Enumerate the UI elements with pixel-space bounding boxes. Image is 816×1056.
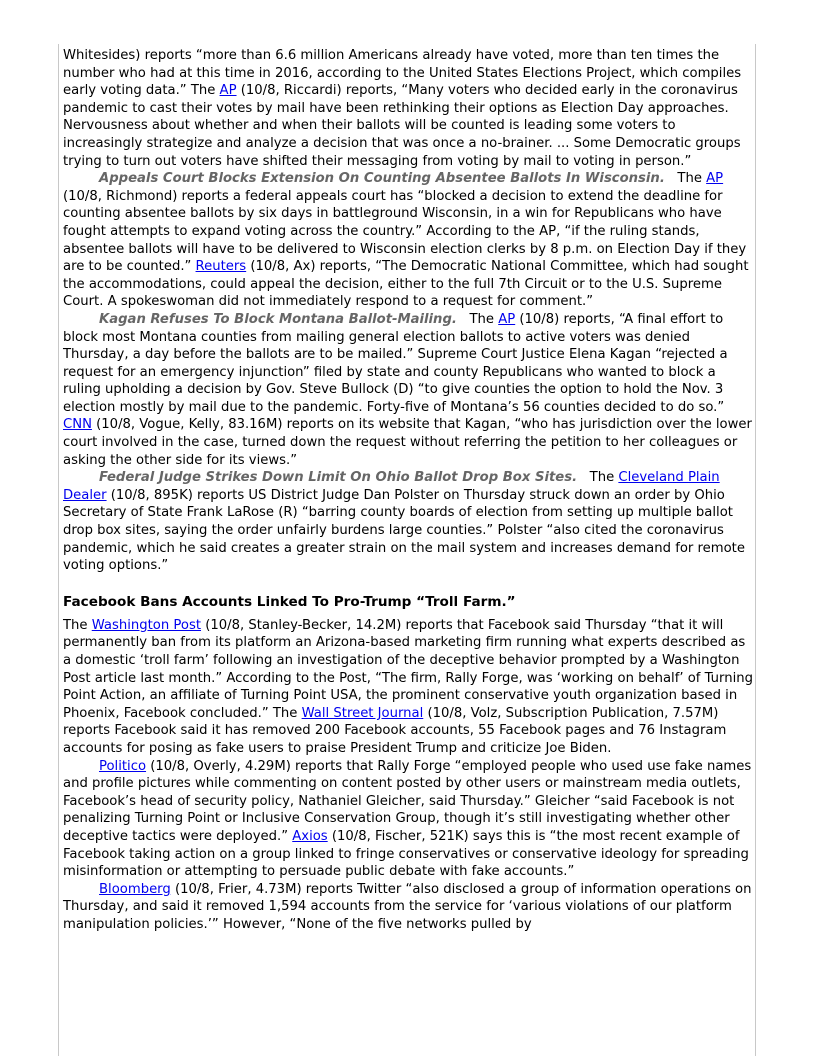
text: (10/8, Stanley-Becker, 14.2M) reports that Facebook said Thursday “that it will permanently ban from its platform an Arizona-based marketing firm running what experts described as a domestic ‘troll farm’ following an investigation of the deceptive behavior prompted by a Washington Post article last month.” According to the Post, “The firm, Rally Forge, was ‘working on behalf’ of Turning Point Action, an affiliate of Turning Point USA, the prominent conservative youth organization based in Phoenix, Facebook concluded.” The bbox=[63, 617, 753, 721]
text: (10/8, Vogue, Kelly, 83.16M) reports on its website that Kagan, “who has jurisdiction over the lower court involved in the case, turned down the request without referring the petition to her colleagues or asking the other side for its views.” bbox=[63, 417, 752, 468]
link-ap[interactable]: AP bbox=[706, 171, 724, 187]
text: The bbox=[664, 171, 707, 187]
paragraph-ohio bbox=[63, 469, 753, 575]
subheading-montana: Kagan Refuses To Block Montana Ballot-Mailing. bbox=[99, 311, 457, 327]
paragraph-politico bbox=[63, 758, 753, 881]
paragraph-wisconsin bbox=[63, 170, 753, 311]
link-ap[interactable]: AP bbox=[219, 83, 237, 99]
document-body bbox=[63, 47, 753, 934]
section-title-facebook: Facebook Bans Accounts Linked To Pro-Trump “Troll Farm.” bbox=[63, 593, 516, 610]
link-washington-post[interactable]: Washington Post bbox=[91, 617, 202, 633]
link-bloomberg[interactable]: Bloomberg bbox=[99, 881, 171, 897]
subheading-wisconsin: Appeals Court Blocks Extension On Counting Absentee Ballots In Wisconsin. bbox=[99, 171, 665, 187]
link-cleveland-plain-dealer[interactable]: Cleveland Plain Dealer bbox=[63, 470, 720, 503]
link-politico[interactable]: Politico bbox=[99, 758, 147, 774]
text: The bbox=[577, 470, 619, 486]
paragraph-bloomberg bbox=[63, 881, 753, 934]
text: (10/8, 895K) reports US District Judge Dan Polster on Thursday struck down an order by Ohio Secretary of State Frank LaRose (R) “barring county boards of election from setting up multiple ballot drop box sites, saying the order unfairly burdens large counties.” Polster “also cited the coronavirus pandemic, which he said creates a greater strain on the mail system and increases demand for remote voting options.” bbox=[63, 487, 745, 574]
text: (10/8, Richmond) reports a federal appeals court has “blocked a decision to extend the deadline for counting absentee ballots by six days in battleground Wisconsin, in a win for Republicans who have fought attempts to expand voting across the country.” According to the AP, “if the ruling stands, absentee ballots will have to be delivered to Wisconsin election clerks by 8 p.m. on Election Day if they are to be counted.” bbox=[63, 188, 747, 275]
text: (10/8, Volz, Subscription Publication, 7.57M) reports Facebook said it has removed 200 Facebook accounts, 55 Facebook pages and 76 Instagram accounts for posing as fake users to praise President Trump and criticize Joe Biden. bbox=[63, 705, 727, 756]
text: (10/8, Overly, 4.29M) reports that Rally Forge “employed people who used use fake names and profile pictures while commenting on content posted by other users or mainstream media outlets, Facebook’s head of security policy, Nathaniel Gleicher, said Thursday.” Gleicher “said Facebook is not penalizing Turning Point or Inclusive Conservation Group, though it’s still investigating whether other deceptive tactics were deployed.” bbox=[63, 758, 752, 844]
text: (10/8) reports, “A final effort to block most Montana counties from mailing general election ballots to active voters was denied Thursday, a day before the ballots are to be mailed.” Supreme Court Justice Elena Kagan “rejected a request for an emergency injunction” filed by state and county Republicans who wanted to block a ruling upholding a decision by Gov. Steve Bullock (D) “to give counties the option to hold the Nov. 3 election mostly by mail due to the pandemic. Forty-five of Montana’s 56 counties decided to do so.” bbox=[63, 311, 728, 415]
subheading-ohio: Federal Judge Strikes Down Limit On Ohio Ballot Drop Box Sites. bbox=[99, 470, 578, 486]
link-reuters[interactable]: Reuters bbox=[195, 259, 247, 275]
text: The bbox=[456, 311, 499, 327]
link-ap[interactable]: AP bbox=[498, 311, 516, 327]
text: (10/8, Frier, 4.73M) reports Twitter “also disclosed a group of information operations on Thursday, and said it removed 1,594 accounts from the service for ‘various violations of our platform manipulation policies.’” However, “None of the five networks pulled by bbox=[63, 881, 752, 932]
text: Whitesides) reports “more than 6.6 million Americans already have voted, more than ten times the number who had at this time in 2016, according to the United States Elections Project, which compiles early voting data.” The bbox=[63, 48, 742, 99]
paragraph-montana bbox=[63, 311, 753, 469]
paragraph-early-voting bbox=[63, 47, 753, 170]
text: The bbox=[63, 617, 92, 633]
text: (10/8, Ax) reports, “The Democratic National Committee, which had sought the accommodations, could appeal the decision, either to the full 7th Circuit or to the U.S. Supreme Court. A spokeswoman did not immediately respond to a request for comment.” bbox=[63, 259, 749, 310]
text: (10/8, Fischer, 521K) says this is “the most recent example of Facebook taking action on a group linked to fringe conservatives or conservative ideology for spreading misinformation or attempting to persuade public debate with fake accounts.” bbox=[63, 828, 749, 880]
text: (10/8, Riccardi) reports, “Many voters who decided early in the coronavirus pandemic to cast their votes by mail have been rethinking their options as Election Day approaches. Nervousness about whether and when their ballots will be counted is leading some voters to increasingly strategize and analyze a decision that was once a no-brainer. ... Some Democratic groups trying to turn out voters have shifted their messaging from voting by mail to voting in person.” bbox=[63, 83, 741, 169]
link-axios[interactable]: Axios bbox=[292, 828, 328, 844]
paragraph-facebook-ban bbox=[63, 617, 753, 758]
link-cnn[interactable]: CNN bbox=[63, 417, 92, 433]
link-wall-street-journal[interactable]: Wall Street Journal bbox=[301, 705, 424, 721]
